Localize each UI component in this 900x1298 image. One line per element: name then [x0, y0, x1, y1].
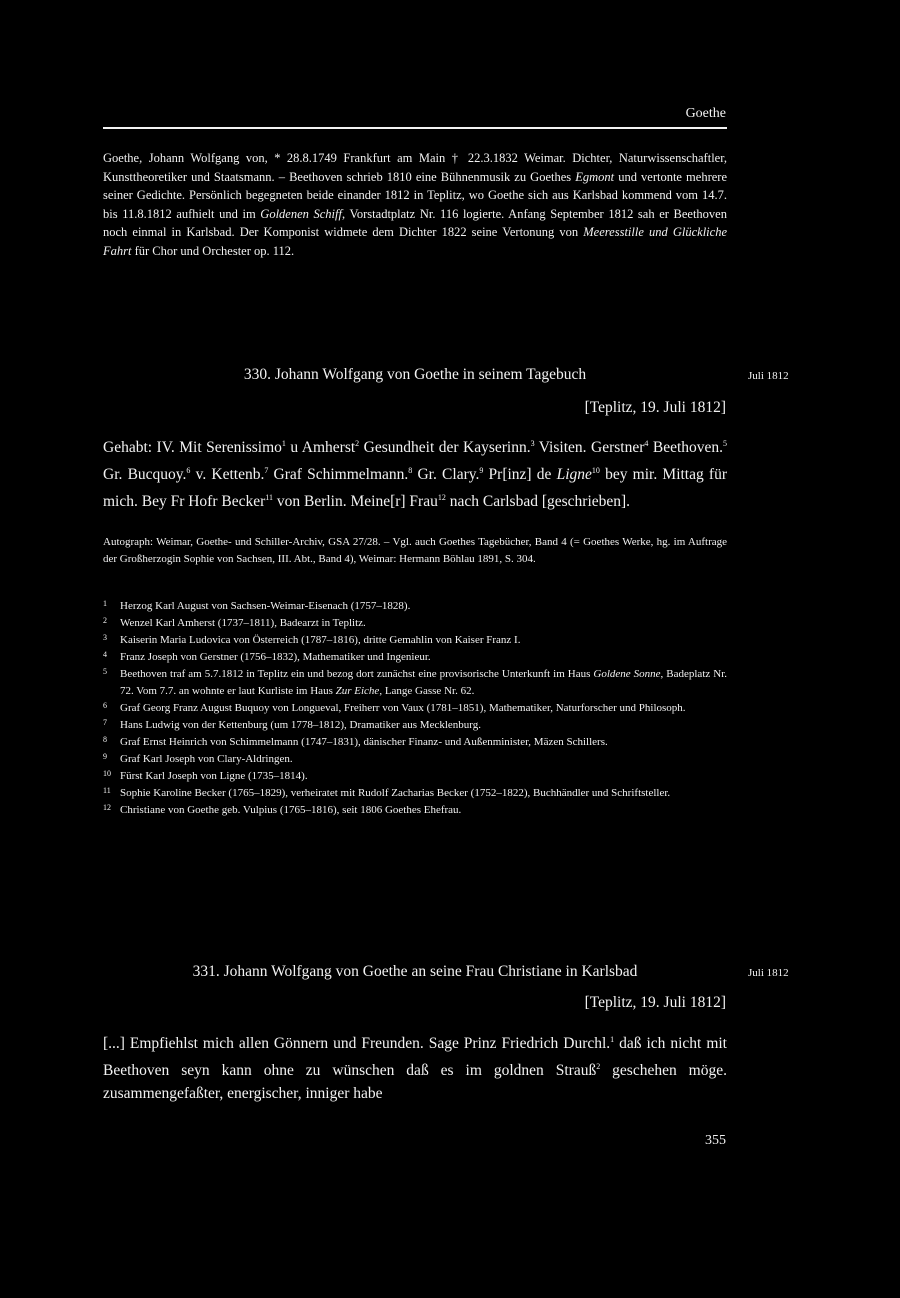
footnote — [103, 751, 727, 768]
footnote-text: Wenzel Karl Amherst (1737–1811), Badearzt in Teplitz. — [120, 617, 366, 629]
footnote — [103, 717, 727, 734]
footnote — [103, 734, 727, 751]
footnote-ref: 11 — [265, 493, 273, 503]
footnote-ref: 3 — [530, 439, 535, 448]
footnote-ref: 9 — [479, 466, 484, 476]
footnote-ref: 8 — [408, 466, 413, 476]
footnote-text: Graf Karl Joseph von Clary-Aldringen. — [120, 753, 293, 765]
footnote-ref: 1 — [610, 1035, 615, 1044]
footnote-number: 5 — [103, 667, 107, 676]
running-header: Goethe — [685, 106, 726, 121]
footnote-number: 10 — [103, 769, 111, 778]
footnote-ref: 2 — [596, 1062, 601, 1072]
footnote-ref: 7 — [264, 466, 269, 476]
footnote-text: , Lange Gasse Nr. 62. — [379, 685, 475, 697]
footnote — [103, 615, 727, 632]
entry-330-source: Autograph: Weimar, Goethe- und Schiller-Archiv, GSA 27/28. – Vgl. auch Goethes Tagebücher, Band 4 (= Goethes Werke, hg. im Auftrage der Großherzogin Sophie von Sachsen, III. Abt., Band 4), Weimar: Hermann Böhlau 1891, S. 304. — [103, 536, 727, 565]
intro-text: für Chor und Orchester op. 112. — [131, 243, 295, 258]
intro-text: und vertonte mehrere seiner Gedichte. Persönlich begegneten beide einander 1812 in Teplitz, wo Goethe sich aus Karlsbad kommend vom 14.7. bis 11.8.1812 aufhielt und im — [103, 169, 727, 221]
entry-330-place-date: [Teplitz, 19. Juli 1812] — [584, 399, 726, 416]
entry-330-footnotes — [103, 598, 727, 819]
footnote-text: Hans Ludwig von der Kettenburg (um 1778–1812), Dramatiker aus Mecklenburg. — [120, 719, 481, 731]
footnote-number: 11 — [103, 786, 111, 795]
footnote-text: Zur Eiche — [335, 685, 380, 697]
footnote-number: 2 — [103, 616, 107, 625]
footnote-text: Goldene Sonne — [593, 668, 661, 680]
entry-330-title: 330. Johann Wolfgang von Goethe in seinem Tagebuch — [243, 366, 587, 383]
footnote-text: Herzog Karl August von Sachsen-Weimar-Eisenach (1757–1828). — [120, 600, 411, 612]
footnote — [103, 598, 727, 615]
footnote — [103, 632, 727, 649]
intro-text: , Vorstadtplatz Nr. 116 logierte. Anfang September 1812 sah er Beethoven noch einmal in Karlsbad. Der Komponist widmete dem Dichter 1822 seine Vertonung von — [103, 206, 727, 240]
intro-text: Goethe, Johann Wolfgang von, * 28.8.1749 Frankfurt am Main † 22.3.1832 Weimar. Dichter, Naturwissenschaftler, Kunsttheoretiker und Staatsmann. – Beethoven schrieb 1810 eine Bühnenmusik zu Goethes — [103, 151, 727, 184]
footnote-text: Graf Georg Franz August Buquoy von Longueval, Freiherr von Vaux (1781–1851), Mathematiker, Naturforscher und Philosoph. — [120, 702, 686, 714]
footnote-ref: 12 — [437, 493, 446, 503]
goethe-biography — [103, 149, 727, 261]
footnote — [103, 785, 727, 802]
footnote-text: Fürst Karl Joseph von Ligne (1735–1814). — [120, 770, 308, 782]
footnote-text: Christiane von Goethe geb. Vulpius (1765–1816), seit 1806 Goethes Ehefrau. — [120, 804, 462, 816]
footnote — [103, 700, 727, 717]
intro-italic-egmont: Egmont — [575, 169, 615, 184]
footnote-number: 9 — [103, 752, 107, 761]
footnote — [103, 768, 727, 785]
footnote-number: 1 — [103, 599, 107, 608]
footnote-ref: 2 — [355, 439, 360, 448]
footnote-number: 3 — [103, 633, 107, 642]
footnote-ref: 4 — [644, 439, 649, 448]
footnote-ref: 1 — [281, 439, 286, 448]
footnote — [103, 666, 727, 700]
footnote-text: Sophie Karoline Becker (1765–1829), verheiratet mit Rudolf Zacharias Becker (1752–1822), Buchhändler und Schriftsteller. — [120, 787, 671, 799]
entry-331-title: 331. Johann Wolfgang von Goethe an seine Frau Christiane in Karlsbad — [192, 963, 638, 980]
entry-331-body: [...] Empfiehlst mich allen Gönnern und Freunden. Sage Prinz Friedrich Durchl.$^1$ daß ich nicht mit Beethoven seyn kann ohne zu wünschen daß es im goldnen Strauß$^2$ geschehen möge. zusammengefaßter, energischer, inniger habe — [103, 1035, 727, 1103]
footnote-text: Franz Joseph von Gerstner (1756–1832), Mathematiker und Ingenieur. — [120, 651, 431, 663]
footnote — [103, 802, 727, 819]
footnote-text: Kaiserin Maria Ludovica von Österreich (1787–1816), dritte Gemahlin von Kaiser Franz I. — [120, 634, 521, 646]
footnote-number: 12 — [103, 803, 111, 812]
footnote-number: 7 — [103, 718, 107, 727]
footnote-text: Graf Ernst Heinrich von Schimmelmann (1747–1831), dänischer Finanz- und Außenminister, Mäzen Schillers. — [120, 736, 608, 748]
header-rule — [103, 127, 727, 129]
footnote-text: Beethoven traf am 5.7.1812 in Teplitz ein und bezog dort zunächst eine provisorische Unterkunft im Haus — [120, 668, 594, 680]
entry-330-body: Gehabt: IV. Mit Serenissimo$^1$ u Amherst$^2$ Gesundheit der Kayserinn.$^3$ Visiten. Gerstner$^4$ Beethoven.$^5$ Gr. Bucquoy.$^6$ v. Kettenb.$^7$ Graf Schimmelmann.$^8$ Gr. Clary.$^9$ Pr[inz] de Ligne$^{10}$ bey mir. Mittag für mich. Bey Fr Hofr Becker$^{11}$ von Berlin. Meine[r] Frau$^{12}$ nach Carlsbad [geschrieben]. — [103, 439, 728, 511]
footnote — [103, 649, 727, 666]
footnote-number: 8 — [103, 735, 107, 744]
footnote-text: , Badeplatz Nr. 72. Vom 7.7. an wohnte er laut Kurliste im Haus — [120, 668, 727, 697]
intro-italic-work: Meeresstille und Glückliche Fahrt — [103, 225, 727, 258]
intro-italic-house: Goldenen Schiff — [260, 206, 342, 221]
footnote-ref: 6 — [186, 466, 191, 476]
footnote-number: 4 — [103, 650, 107, 659]
entry-330-margin-date: Juli 1812 — [748, 370, 789, 382]
footnote-number: 6 — [103, 701, 107, 710]
entry-331-margin-date: Juli 1812 — [748, 967, 789, 979]
footnote-ref: 5 — [723, 439, 728, 448]
page-number: 355 — [705, 1133, 726, 1148]
footnote-ref: 10 — [591, 466, 600, 476]
entry-331-place-date: [Teplitz, 19. Juli 1812] — [584, 994, 726, 1011]
